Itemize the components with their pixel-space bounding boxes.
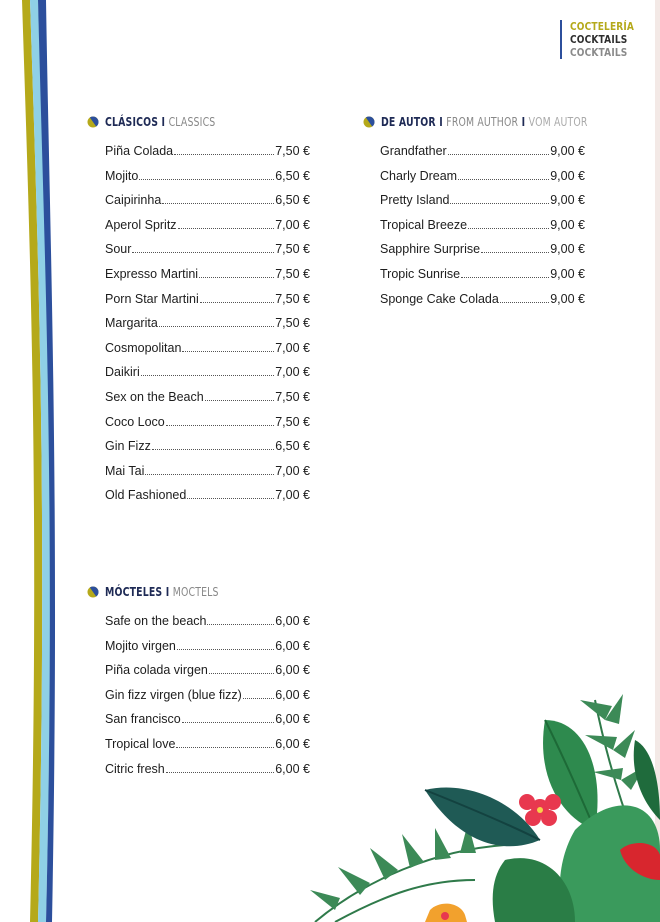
- tropical-leaves-illustration: [275, 680, 660, 922]
- menu-item: Tropic Sunrise 9,00 €: [380, 266, 585, 281]
- menu-item: Cosmopolitan 7,00 €: [105, 340, 310, 355]
- bullet-icon: [87, 116, 99, 128]
- menu-item: Gin fizz virgen (blue fizz) 6,00 €: [105, 687, 310, 702]
- menu-item: Sapphire Surprise 9,00 €: [380, 242, 585, 257]
- section-title: CLÁSICOS I CLASSICS: [105, 115, 216, 129]
- section-heading: [363, 114, 646, 130]
- menu-item: Tropical Breeze 9,00 €: [380, 217, 585, 232]
- menu-item: San francisco 6,00 €: [105, 712, 310, 727]
- menu-item: Piña colada virgen 6,00 €: [105, 663, 310, 678]
- section-title: DE AUTOR I FROM AUTHOR I VOM AUTOR: [381, 115, 588, 129]
- menu-item: Sex on the Beach 7,50 €: [105, 389, 310, 404]
- menu-item: Safe on the beach 6,00 €: [105, 614, 310, 628]
- section-heading: [87, 584, 251, 600]
- menu-item: Porn Star Martini 7,50 €: [105, 291, 310, 306]
- brand-line-2: COCKTAILS: [570, 33, 628, 46]
- menu-item: Charly Dream 9,00 €: [380, 168, 585, 183]
- brand-line-3: COCKTAILS: [570, 46, 628, 59]
- brand-logo: [560, 20, 648, 59]
- menu-item: Coco Loco 7,50 €: [105, 414, 310, 429]
- mocktails-section: [87, 584, 310, 776]
- menu-item: Tropical love 6,00 €: [105, 736, 310, 751]
- author-list: [380, 144, 585, 316]
- menu-item: Mojito 6,50 €: [105, 168, 310, 183]
- brand-line-1: COCTELERÍA: [570, 20, 635, 33]
- author-section: [363, 114, 646, 306]
- menu-item: Piña Colada 7,50 €: [105, 144, 310, 158]
- menu-item: Mojito virgen 6,00 €: [105, 638, 310, 653]
- menu-item: Old Fashioned 7,00 €: [105, 488, 310, 503]
- menu-item: Mai Tai 7,00 €: [105, 463, 310, 478]
- menu-item: Aperol Spritz 7,00 €: [105, 217, 310, 232]
- menu-item: Citric fresh 6,00 €: [105, 761, 310, 776]
- menu-item: Caipirinha 6,50 €: [105, 193, 310, 208]
- decorative-stripes: [0, 0, 60, 922]
- menu-item: Margarita 7,50 €: [105, 316, 310, 331]
- menu-item: Grandfather 9,00 €: [380, 144, 585, 158]
- menu-item: Sponge Cake Colada 9,00 €: [380, 291, 585, 306]
- menu-item: Pretty Island 9,00 €: [380, 193, 585, 208]
- menu-item: Daikiri 7,00 €: [105, 365, 310, 380]
- menu-item: Gin Fizz 6,50 €: [105, 439, 310, 454]
- classics-list: [105, 144, 310, 513]
- classics-section: [87, 114, 310, 503]
- bullet-icon: [363, 116, 375, 128]
- menu-item: Expresso Martini 7,50 €: [105, 266, 310, 281]
- section-heading: [87, 114, 246, 130]
- menu-item: Sour 7,50 €: [105, 242, 310, 257]
- bullet-icon: [87, 586, 99, 598]
- section-title: MÓCTELES I MOCTELS: [105, 585, 219, 599]
